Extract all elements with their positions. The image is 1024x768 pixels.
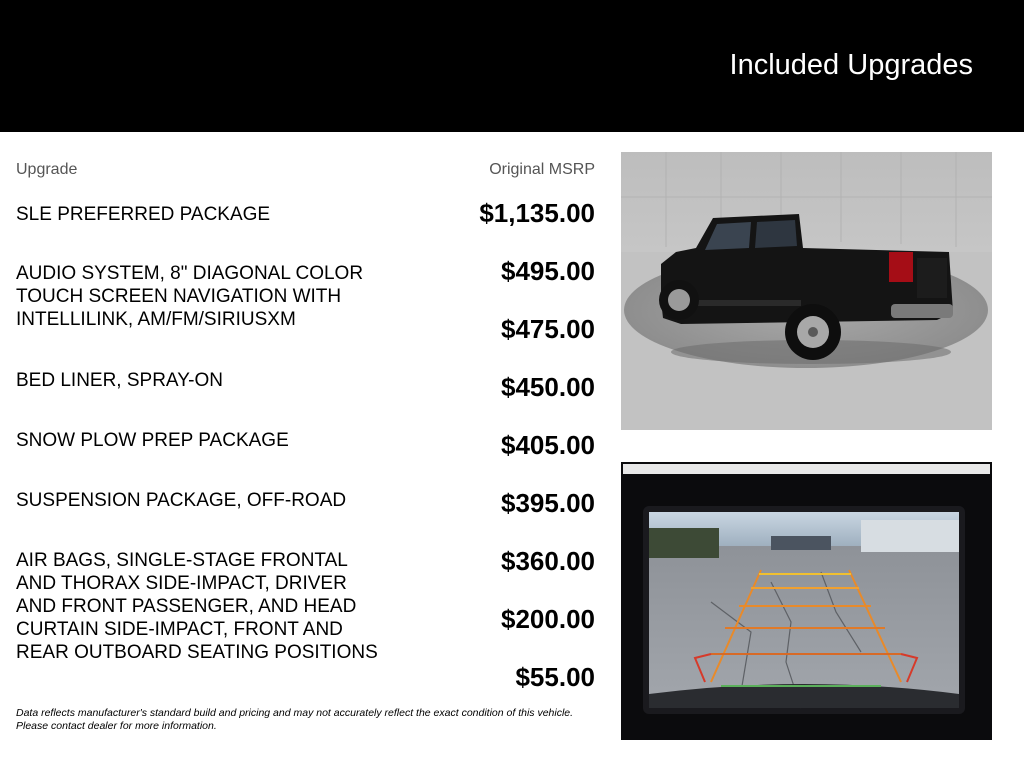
- price: $395.00: [501, 488, 595, 518]
- upgrade-name: AIR BAGS, SINGLE-STAGE FRONTAL AND THORAX SIDE-IMPACT, DRIVER AND FRONT PASSENGER, AND HEAD CURTAIN SIDE-IMPACT, FRONT AND REAR OUTBOARD SEATING POSITIONS: [16, 550, 378, 663]
- msrp-column-header: Original MSRP: [489, 161, 595, 178]
- price: $1,135.00: [479, 198, 595, 228]
- price: $200.00: [501, 604, 595, 634]
- price: $55.00: [515, 662, 595, 692]
- upgrade-column-header: Upgrade: [16, 161, 78, 178]
- price: $495.00: [501, 256, 595, 286]
- vehicle-photo: [621, 152, 992, 430]
- page-header: [0, 0, 1024, 132]
- upgrade-name: AUDIO SYSTEM, 8" DIAGONAL COLOR TOUCH SCREEN NAVIGATION WITH INTELLILINK, AM/FM/SIRIUSXM: [16, 263, 364, 330]
- price: $475.00: [501, 314, 595, 344]
- price: $360.00: [501, 546, 595, 576]
- upgrade-name: SLE PREFERRED PACKAGE: [16, 204, 271, 225]
- disclaimer-text: Data reflects manufacturer's standard build and pricing and may not accurately reflect the exact condition of this vehicle. Please contact dealer for more information.: [16, 707, 574, 732]
- upgrade-name: SUSPENSION PACKAGE, OFF-ROAD: [16, 490, 347, 511]
- backup-camera-photo: [621, 462, 992, 740]
- upgrade-name: BED LINER, SPRAY-ON: [16, 370, 223, 391]
- page-title: Included Upgrades: [729, 49, 973, 81]
- price: $450.00: [501, 372, 595, 402]
- upgrade-name: SNOW PLOW PREP PACKAGE: [16, 430, 289, 451]
- price: $405.00: [501, 430, 595, 460]
